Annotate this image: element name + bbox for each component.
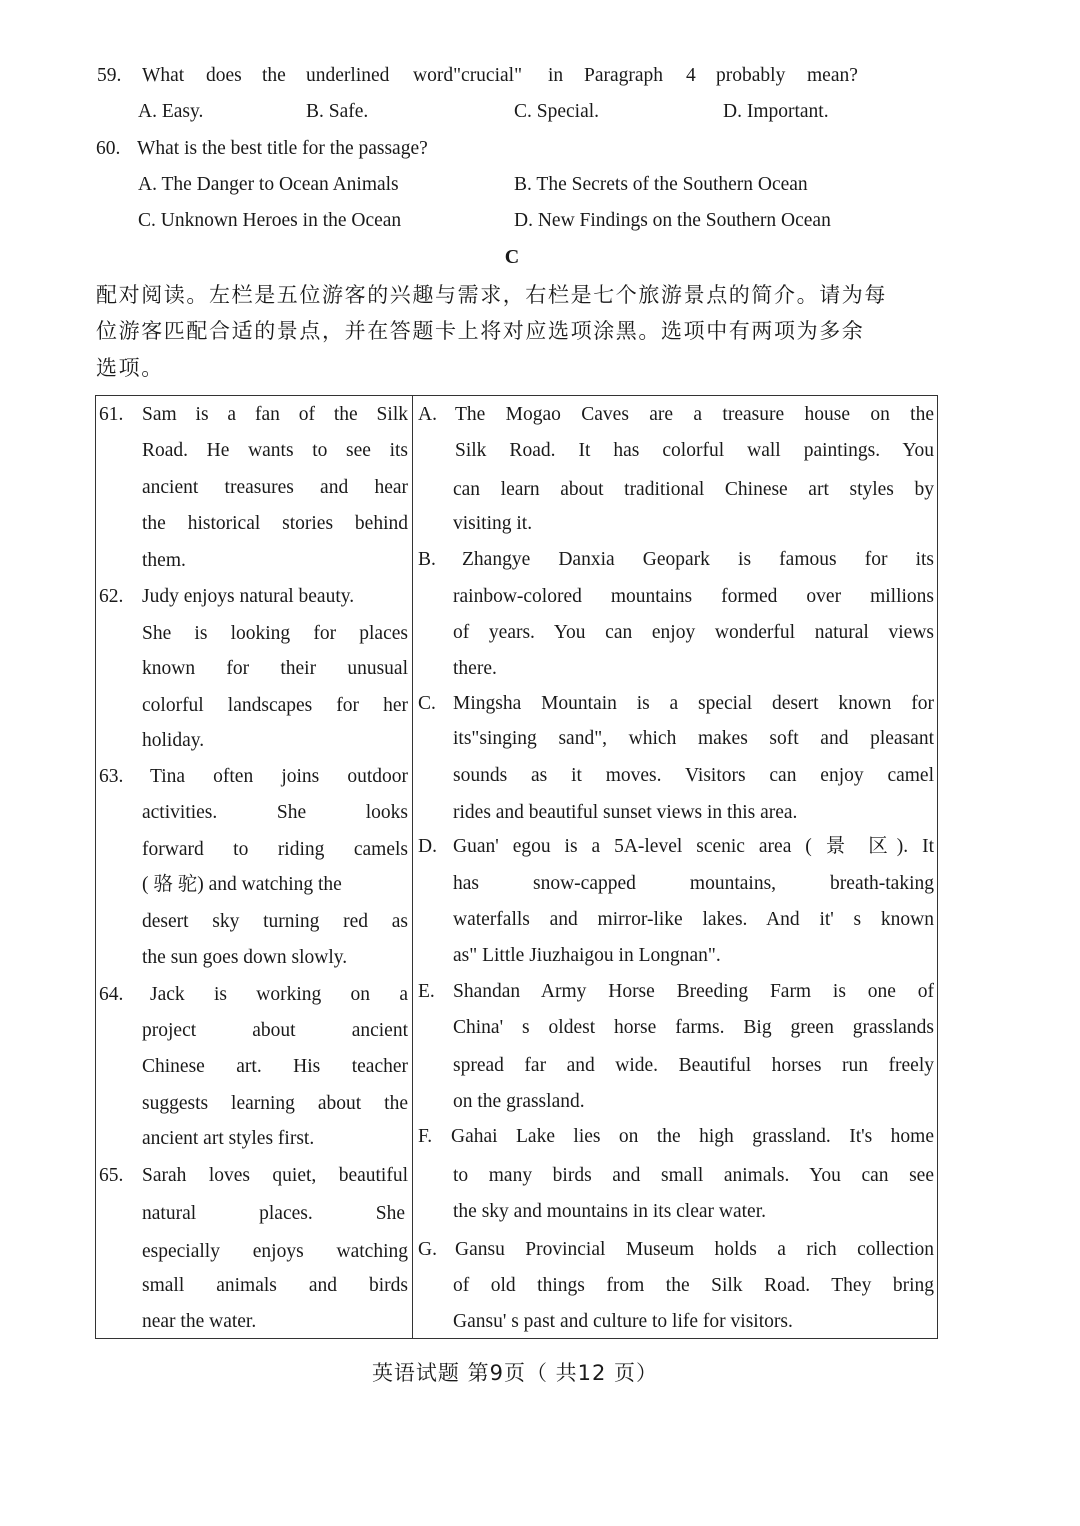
option-letter: E. [418,981,435,1002]
q59-word: What [142,65,185,86]
item-line: Tina often joins outdoor [150,766,408,787]
item-line: small animals and birds [142,1275,408,1296]
item-line: near the water. [142,1311,257,1332]
item-line: Sarah loves quiet, beautiful [142,1165,408,1186]
option-line: visiting it. [453,513,533,534]
item-line: Sam is a fan of the Silk [142,404,408,425]
option-c[interactable]: C. Unknown Heroes in the Ocean [138,210,402,231]
item-line: ancient treasures and hear [142,477,408,498]
item-line: suggests learning about the [142,1093,408,1114]
option-line: can learn about traditional Chinese art styles by [453,479,934,500]
option-line: as" Little Jiuzhaigou in Longnan". [453,945,721,966]
column-divider [412,395,413,1339]
item-line: Judy enjoys natural beauty. [142,586,355,607]
item-line: holiday. [142,730,205,751]
item-line: the historical stories behind [142,513,408,534]
item-line: Chinese art. His teacher [142,1056,408,1077]
option-letter: C. [418,693,436,714]
option-line: the sky and mountains in its clear water. [453,1201,767,1222]
option-line: Guan' egou is a 5A-level scenic area ( 景 区). It [453,836,934,857]
item-line: colorful landscapes for her [142,695,408,716]
q59-word: the [262,65,286,86]
option-line: The Mogao Caves are a treasure house on the [455,404,934,425]
option-line: there. [453,658,497,679]
option-letter: B. [418,549,436,570]
option-letter: D. [418,836,437,857]
item-number: 64. [99,984,124,1005]
item-line: them. [142,550,186,571]
item-number: 61. [99,404,124,425]
page-footer: 英语试题 第9页（ 共12 页） [371,1361,659,1385]
item-number: 65. [99,1165,124,1186]
item-line: project about ancient [142,1020,408,1041]
option-line: has snow-capped mountains, breath-taking [453,873,934,894]
q59-word: Paragraph [584,65,664,86]
item-line: especially enjoys watching [142,1241,408,1262]
item-line: desert sky turning red as [142,911,408,932]
option-line: Mingsha Mountain is a special desert known for [453,693,934,714]
q59-word: in [548,65,564,86]
matching-table [95,395,938,1339]
instruction-line: 位游客匹配合适的景点，并在答题卡上将对应选项涂黑。选项中有两项为多余 [96,319,865,343]
item-number: 63. [99,766,124,787]
q59-word: word"crucial" [413,65,523,86]
section-label: C [504,246,520,268]
option-letter: F. [418,1126,433,1147]
item-line: She is looking for places [142,623,408,644]
q59-word: mean? [807,65,858,86]
option-letter: A. [418,404,437,425]
option-line: waterfalls and mirror-like lakes. And it' s known [453,909,934,930]
option-d[interactable]: D. Important. [723,101,829,122]
item-line: Jack is working on a [150,984,408,1005]
item-line: known for their unusual [142,658,408,679]
option-line: Gahai Lake lies on the high grassland. It's home [451,1126,934,1147]
option-line: China' s oldest horse farms. Big green grasslands [453,1017,934,1038]
option-line: spread far and wide. Beautiful horses run freely [453,1055,934,1076]
option-line: to many birds and small animals. You can see [453,1165,934,1186]
option-line: of old things from the Silk Road. They bring [453,1275,934,1296]
item-line: natural places. She [142,1203,405,1224]
instruction-line: 配对阅读。左栏是五位游客的兴趣与需求，右栏是七个旅游景点的简介。请为每 [96,283,887,307]
option-line: of years. You can enjoy wonderful natural views [453,622,934,643]
item-line: the sun goes down slowly. [142,947,348,968]
option-a[interactable]: A. Easy. [138,101,204,122]
option-letter: G. [418,1239,437,1260]
item-line: Road. He wants to see its [142,440,408,461]
item-line: forward to riding camels [142,839,408,860]
q59-word: probably [716,65,786,86]
q59-word: underlined [306,65,390,86]
option-line: Shandan Army Horse Breeding Farm is one of [453,981,934,1002]
item-line: ( 骆 驼) and watching the [142,874,342,895]
q59-word: 4 [686,65,696,86]
item-line: ancient art styles first. [142,1128,315,1149]
option-line: its"singing sand", which makes soft and pleasant [453,728,934,749]
item-number: 62. [99,586,124,607]
q59-word: does [206,65,242,86]
question-stem: What is the best title for the passage? [137,138,428,159]
option-b[interactable]: B. Safe. [306,101,369,122]
option-a[interactable]: A. The Danger to Ocean Animals [138,174,399,195]
option-line: Silk Road. It has colorful wall paintings. You [455,440,934,461]
question-number: 60. [96,138,121,159]
option-d[interactable]: D. New Findings on the Southern Ocean [514,210,831,231]
instruction-line: 选项。 [96,356,164,380]
option-b[interactable]: B. The Secrets of the Southern Ocean [514,174,808,195]
option-line: sounds as it moves. Visitors can enjoy camel [453,765,934,786]
option-line: on the grassland. [453,1091,585,1112]
item-line: activities. She looks [142,802,408,823]
option-line: Zhangye Danxia Geopark is famous for its [462,549,934,570]
option-line: rainbow-colored mountains formed over millions [453,586,934,607]
question-number: 59. [97,65,122,86]
option-line: Gansu Provincial Museum holds a rich collection [455,1239,934,1260]
option-c[interactable]: C. Special. [514,101,600,122]
option-line: rides and beautiful sunset views in this area. [453,802,798,823]
option-line: Gansu' s past and culture to life for visitors. [453,1311,793,1332]
